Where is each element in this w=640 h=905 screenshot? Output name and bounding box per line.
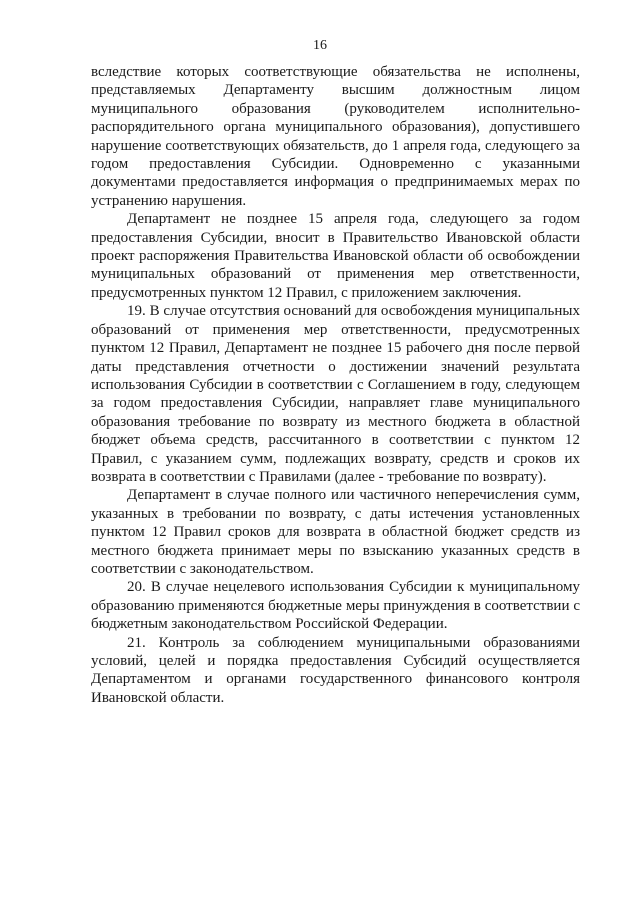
page-number: 16 bbox=[313, 38, 327, 53]
body-text bbox=[91, 63, 580, 707]
paragraph-clause-20: 20. В случае нецелевого использования Субсидии к муниципальному образованию применяются бюджетные меры принуждения в соответствии с бюджетным законодательством Российской Федерации. bbox=[91, 579, 580, 633]
paragraph-clause-21: 21. Контроль за соблюдением муниципальными образованиями условий, целей и порядка предоставления Субсидий осуществляется Департаментом и органами государственного финансового контроля Ивановской области. bbox=[91, 634, 580, 706]
paragraph-department-deadline: Департамент не позднее 15 апреля года, следующего за годом предоставления Субсидии, вносит в Правительство Ивановской области проект распоряжения Правительства Ивановской области об освобождении муниципальных образований от применения мер ответственности, предусмотренных пунктом 12 Правил, с приложением заключения. bbox=[91, 211, 580, 301]
paragraph-clause-19: 19. В случае отсутствия оснований для освобождения муниципальных образований от применения мер ответственности, предусмотренных пунктом 12 Правил, Департамент не позднее 15 рабочего дня после первой даты представления отчетности о достижении значений результата использования Субсидии в соответствии с Соглашением в году, следующем за годом предоставления Субсидии, направляет главе муниципального образования требование по возврату из местного бюджета в областной бюджет объема средств, рассчитанного в соответствии с пунктом 12 Правил, с указанием сумм, подлежащих возврату, средств и сроков их возврата в соответствии с Правилами (далее - требование по возврату). bbox=[91, 303, 580, 485]
paragraph-continuation: вследствие которых соответствующие обязательства не исполнены, представляемых Департаменту высшим должностным лицом муниципального образования (руководителем исполнительно-распорядительного органа муниципального образования), допустившего нарушение соответствующих обязательств, до 1 апреля года, следующего за годом предоставления Субсидии. Одновременно с указанными документами предоставляется информация о предпринимаемых мерах по устранению нарушения. bbox=[91, 64, 580, 209]
paragraph-department-recovery: Департамент в случае полного или частичного неперечисления сумм, указанных в требовании по возврату, с даты истечения установленных пунктом 12 Правил сроков для возврата в областной бюджет средств из местного бюджета принимает меры по взысканию указанных средств в соответствии с законодательством. bbox=[91, 487, 580, 577]
